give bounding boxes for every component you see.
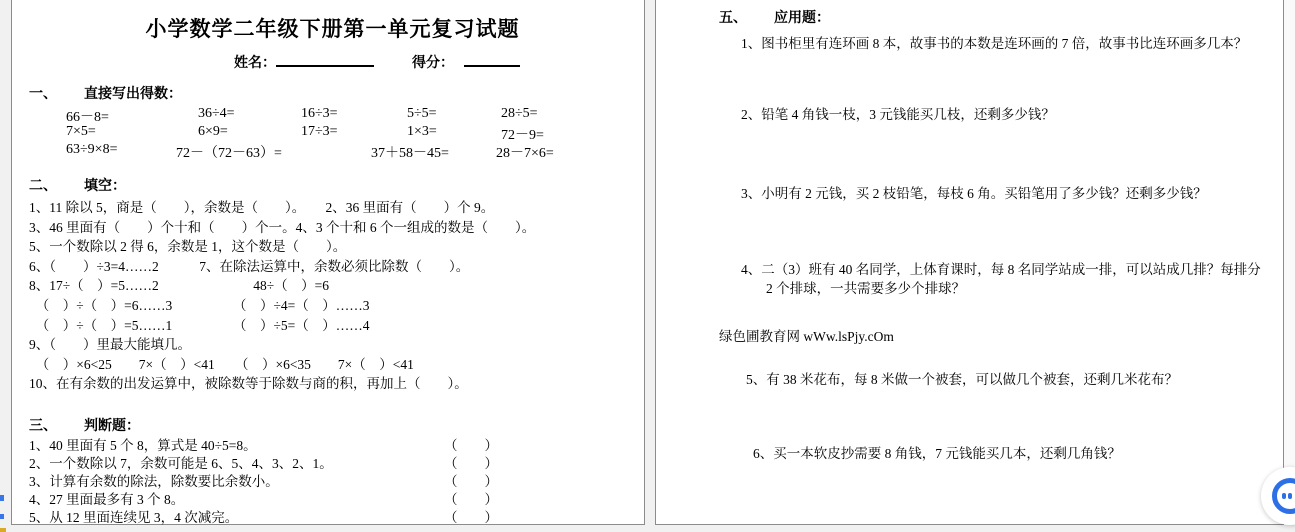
fill-blank-line: 3、46 里面有（ ）个十和（ ）个一。4、3 个十和 6 个一组成的数是（ ）。 — [29, 219, 536, 235]
scrollbar-gutter — [1284, 0, 1295, 525]
judgment-item — [29, 437, 636, 455]
mental-math-grid — [29, 106, 636, 160]
watermark-text: 绿色圃教育网 wWw.lsPjy.cOm — [719, 329, 894, 344]
math-item: 63÷9×8= — [66, 142, 118, 157]
math-item: 28－7×6= — [496, 146, 554, 161]
fill-blank-line: 5、一个数除以 2 得 6，余数是 1，这个数是（ ）。 — [29, 239, 347, 255]
score-label: 得分： — [412, 56, 454, 71]
section-three-heading: 三、 判断题： — [29, 418, 140, 434]
word-problem: 4、二（3）班有 40 名同学，上体育课时，每 8 名同学站成一排，可以站成几排？每排分 2 个排球，一共需要多少个排球？ — [741, 262, 1261, 296]
worksheet-page-right — [655, 0, 1284, 525]
math-item: 7×5= — [66, 124, 96, 139]
name-underline — [276, 54, 374, 67]
fill-blank-line: （ ）÷（ ）=6……3 （ ）÷4=（ ）……3 — [29, 297, 370, 313]
answer-bracket: （ ） — [444, 437, 498, 453]
math-item: 37＋58－45= — [371, 146, 449, 161]
name-label: 姓名： — [234, 56, 276, 71]
judgment-text: 3、计算有余数的除法，除数要比余数小。 — [29, 473, 279, 489]
left-edge-yellow-sliver — [0, 528, 6, 532]
math-row — [29, 142, 636, 160]
word-problem: 5、有 38 米花布，每 8 米做一个被套，可以做几个被套，还剩几米花布？ — [746, 372, 1178, 387]
word-problem: 6、买一本软皮抄需要 8 角钱，7 元钱能买几本，还剩几角钱？ — [753, 446, 1121, 461]
judgment-text: 5、从 12 里面连续见 3，4 次减完。 — [29, 509, 239, 525]
fill-blank-line: 8、17÷（ ）=5……2 48÷（ ）=6 — [29, 278, 330, 294]
math-item: 72－9= — [501, 128, 544, 143]
word-problem: 2、铅笔 4 角钱一枝，3 元钱能买几枝，还剩多少钱？ — [741, 107, 1055, 122]
judgment-text: 2、一个数除以 7，余数可能是 6、5、4、3、2、1。 — [29, 455, 333, 471]
math-item: 28÷5= — [501, 106, 538, 121]
judgment-items — [29, 437, 636, 527]
chat-assistant-icon — [1272, 478, 1295, 514]
answer-bracket: （ ） — [444, 509, 498, 525]
answer-bracket: （ ） — [444, 473, 498, 489]
word-problem: 1、图书柜里有连环画 8 本，故事书的本数是连环画的 7 倍，故事书比连环画多几本？ — [741, 36, 1248, 51]
math-row — [29, 124, 636, 142]
section-two-heading: 二、 填空： — [29, 179, 126, 194]
math-item: 72－（72－63）= — [176, 146, 282, 161]
math-item: 5÷5= — [407, 106, 437, 121]
left-edge-blue-sliver — [0, 495, 4, 501]
section-five-heading: 五、 应用题： — [719, 11, 830, 26]
left-edge-blue-sliver — [0, 514, 4, 519]
math-item: 66－8= — [66, 110, 109, 125]
worksheet-page-left — [11, 0, 645, 525]
judgment-text: 4、27 里面最多有 3 个 8。 — [29, 491, 185, 507]
fill-blank-line: 6、（ ）÷3=4……2 7、在除法运算中，余数必须比除数（ ）。 — [29, 258, 470, 274]
math-item: 16÷3= — [301, 106, 338, 121]
math-item: 6×9= — [198, 124, 228, 139]
judgment-item — [29, 455, 636, 473]
fill-blank-line: 10、在有余数的出发运算中，被除数等于除数与商的积，再加上（ ）。 — [29, 376, 468, 392]
page-title: 小学数学二年级下册第一单元复习试题 — [145, 17, 520, 41]
fill-blank-line: 1、11 除以 5，商是（ ），余数是（ ）。 2、36 里面有（ ）个 9。 — [29, 200, 495, 215]
judgment-item — [29, 491, 636, 509]
judgment-item — [29, 509, 636, 527]
word-problem: 3、小明有 2 元钱，买 2 枝铅笔，每枝 6 角。买铅笔用了多少钱？还剩多少钱？ — [741, 186, 1207, 201]
math-row — [29, 106, 636, 124]
answer-bracket: （ ） — [444, 455, 498, 471]
fill-blank-lines — [29, 198, 636, 394]
fill-blank-line: （ ）÷（ ）=5……1 （ ）÷5=（ ）……4 — [29, 317, 370, 333]
section-one-heading: 一、 直接写出得数： — [29, 87, 182, 102]
word-problems — [719, 34, 1269, 463]
judgment-text: 1、40 里面有 5 个 8，算式是 40÷5=8。 — [29, 437, 257, 453]
fill-blank-line: 9、（ ）里最大能填几。 — [29, 337, 191, 353]
math-item: 1×3= — [407, 124, 437, 139]
score-underline — [464, 54, 520, 67]
math-item: 36÷4= — [198, 106, 235, 121]
answer-bracket: （ ） — [444, 491, 498, 507]
judgment-item — [29, 473, 636, 491]
name-score-row — [234, 52, 636, 72]
math-item: 17÷3= — [301, 124, 338, 139]
fill-blank-line: （ ）×6<25 7×（ ）<41 （ ）×6<35 7×（ ）<41 — [29, 356, 414, 372]
